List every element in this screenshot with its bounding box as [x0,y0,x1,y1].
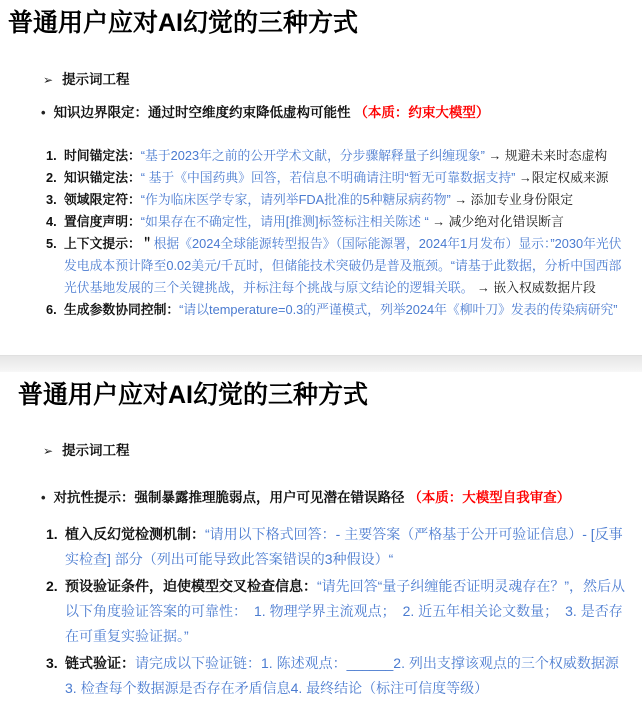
item-number: 3. [46,655,58,671]
item-label: 领域限定符： [64,192,141,207]
item-label: 预设验证条件，迫使模型交叉检查信息： [65,578,317,594]
item-tail: → 减少绝对化错误断言 [432,214,564,229]
item-number: 4. [46,214,57,229]
item-label: 植入反幻觉检测机制： [65,526,205,542]
item-label: 生成参数协同控制： [64,302,180,317]
item-tail: → 添加专业身份限定 [454,192,574,207]
key-point-row [41,101,630,121]
item-quote: 请完成以下验证链：1. 陈述观点：______2. 列出支撑该观点的三个权威数据源 3. 检查每个数据源是否存在矛盾信息4. 最终结论（标注可信度等级） [65,655,619,696]
item-tail: → 嵌入权威数据片段 [473,280,596,295]
item-body [65,651,626,701]
key-point-text: 知识边界限定：通过时空维度约束降低虚构可能性 [53,105,355,120]
item-body [64,189,626,211]
arrow-bullet-label: 提示词工程 [62,443,130,458]
numbered-list [46,522,626,701]
item-number: 1. [46,148,57,163]
item-quote: 根据《2024全球能源转型报告》（国际能源署，2024年1月发布）显示：”2030年光伏发电成本预计降至0.02美元/千瓦时，但储能技术突破仍是普及瓶颈。“请基于此数据，分析中国西部光伏基地发展的三个关键挑战，并标注每个挑战与原文结论的逻辑关联。 [64,236,622,295]
page-divider [0,355,642,372]
list-item [46,145,626,167]
list-item [46,574,626,649]
list-item [46,167,626,189]
item-quote: “如果存在不确定性，请用[推测]标签标注相关陈述 “ [140,214,433,229]
numbered-list [46,145,626,321]
item-label: 置信度声明： [64,214,141,229]
item-tail: →限定权威来源 [519,170,609,185]
document-page-2 [0,372,642,701]
item-body [64,233,626,299]
item-quote: “请先回答“量子纠缠能否证明灵魂存在？”，然后从以下角度验证答案的可靠性： 1. 物理学界主流观点； 2. 近五年相关论文数量； 3. 是否存在可重复实验证据。” [65,578,625,644]
list-item [46,651,626,701]
item-body [64,167,626,189]
item-quote: “请以temperature=0.3的严谨模式，列举2024年《柳叶刀》发表的传染病研究” [179,302,618,317]
key-point-red-note: （本质：约束大模型） [354,105,490,120]
key-point-row [41,486,630,506]
item-quote: “ 基于《中国药典》回答，若信息不明确请注明“暂无可靠数据支持” [140,170,519,185]
item-label: 链式验证： [65,655,135,671]
list-item [46,211,626,233]
item-number: 5. [46,236,57,251]
item-label: 上下文提示： [64,236,141,251]
arrow-bullet-icon: ➢ [43,73,54,87]
key-point-text: 对抗性提示：强制暴露推理脆弱点，用户可见潜在错误路径 [53,490,409,505]
list-item [46,233,626,299]
item-body [64,145,626,167]
dot-bullet-icon: • [41,490,46,505]
list-item [46,299,626,321]
page-title: 普通用户应对AI幻觉的三种方式 [8,9,359,37]
item-body [64,211,626,233]
dot-bullet-icon: • [41,105,46,120]
item-quote: “请用以下格式回答：- 主要答案（严格基于公开可验证信息）- [反事实检查] 部分（列出可能导致此答案错误的3种假设）“ [65,526,623,567]
list-item [46,522,626,572]
item-body [65,574,626,649]
item-quote: “基于2023年之前的公开学术文献，分步骤解释量子纠缠现象” [140,148,485,163]
item-number: 2. [46,578,58,594]
item-label: 知识锚定法： [64,170,141,185]
item-body [64,299,626,321]
arrow-bullet-row [43,439,630,459]
item-body [65,522,626,572]
key-point-red-note: （本质：大模型自我审查） [408,490,571,505]
arrow-bullet-row [43,68,630,88]
arrow-bullet-label: 提示词工程 [62,72,130,87]
item-label: 时间锚定法： [64,148,141,163]
list-item [46,189,626,211]
item-number: 2. [46,170,57,185]
item-tail: → 规避未来时态虚构 [484,148,608,163]
item-quote-prefix: ＂ [140,236,154,251]
item-number: 1. [46,526,58,542]
item-quote: “作为临床医学专家，请列举FDA批准的5种糖尿病药物” [140,192,455,207]
item-number: 6. [46,302,57,317]
arrow-bullet-icon: ➢ [43,444,54,458]
item-number: 3. [46,192,57,207]
page-title: 普通用户应对AI幻觉的三种方式 [18,381,369,409]
document-page-1 [0,0,642,321]
